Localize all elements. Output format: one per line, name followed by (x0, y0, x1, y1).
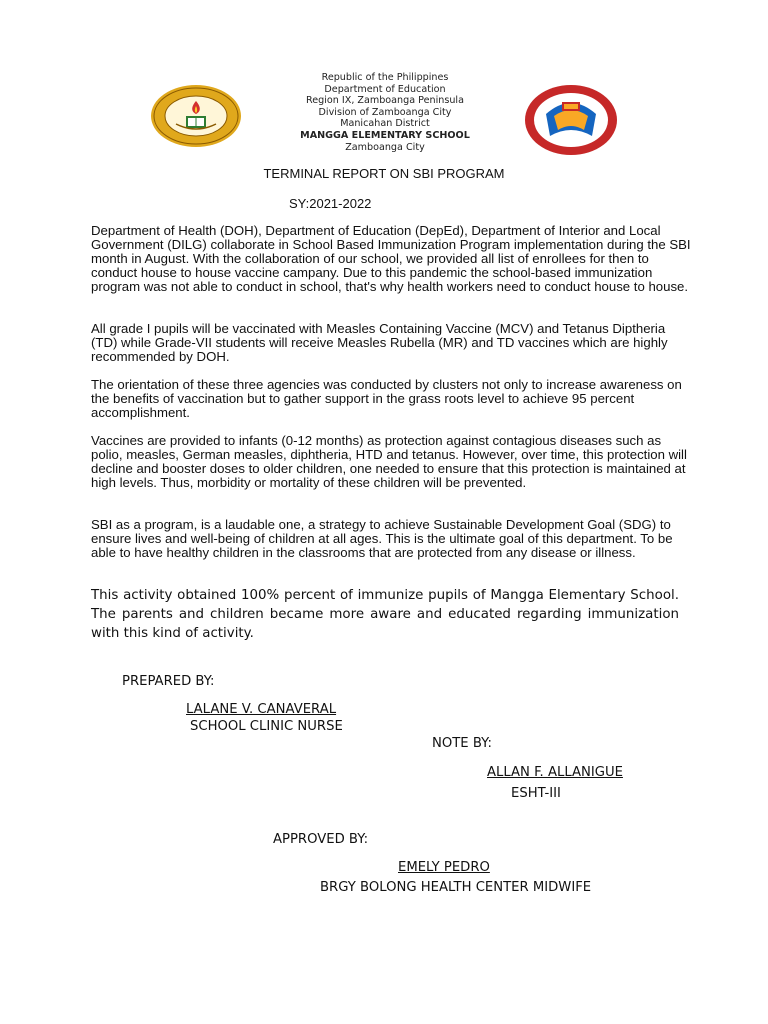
noted-by-name: ALLAN F. ALLANIGUE (487, 765, 623, 780)
paragraph: All grade I pupils will be vaccinated with Measles Containing Vaccine (MCV) and Tetanus Diptheria (TD) while Grade-VII students will receive Measles Rubella (MR) and TD vaccines which are highly recommended by DOH. (91, 321, 668, 364)
conclusion-paragraph: This activity obtained 100% percent of immunize pupils of Mangga Elementary School. The parents and children became more aware and educated regarding immunization with this kind of activity. (91, 588, 679, 641)
header-line: Region IX, Zamboanga Peninsula (306, 95, 464, 107)
paragraph: SBI as a program, is a laudable one, a strategy to achieve Sustainable Development Goal (SDG) to ensure lives and well-being of children at all ages. This is the ultimate goal of this department. To be able to have healthy children in the classrooms that are protected from any disease or illness. (91, 517, 673, 560)
noted-by-title: ESHT-III (511, 786, 561, 801)
letterhead (250, 72, 520, 153)
school-year: SY:2021-2022 (289, 196, 372, 211)
header-line: Manicahan District (340, 118, 430, 130)
paragraph: Vaccines are provided to infants (0-12 months) as protection against contagious diseases such as polio, measles, German measles, diphtheria, HTD and tetanus. However, over time, this protection will decline and booster doses to older children, one needed to ensure that this protection is maintained at high levels. Thus, morbidity or mortality of these children will be prevented. (91, 433, 687, 490)
prepared-by-title: SCHOOL CLINIC NURSE (190, 719, 343, 734)
header-line: Republic of the Philippines (321, 72, 449, 83)
paragraph: The orientation of these three agencies was conducted by clusters not only to increase awareness on the benefits of vaccination but to gather support in the grass roots level to achieve 95 percent accomplishment. (91, 377, 682, 420)
approved-by-label: APPROVED BY: (273, 832, 369, 847)
header-line: Department of Education (324, 83, 446, 95)
header-city: Zamboanga City (345, 141, 425, 153)
paragraph: Department of Health (DOH), Department of Education (DepEd), Department of Interior and Local Government (DILG) collaborate in School Based Immunization Program implementation during the SBI month in August. With the collaboration of our school, we provided all list of enrollees for then to conduct house to house vaccine campany. Due to this pandemic the school-based immunization program was not able to conduct in school, that's why health workers need to conduct house to house. (91, 223, 691, 294)
prepared-by-label: PREPARED BY: (122, 674, 215, 689)
prepared-by-name: LALANE V. CANAVERAL (186, 702, 337, 717)
approved-by-title: BRGY BOLONG HEALTH CENTER MIDWIFE (320, 880, 592, 895)
school-name: MANGGA ELEMENTARY SCHOOL (300, 129, 470, 141)
header-line: Division of Zamboanga City (318, 106, 452, 118)
document-title: TERMINAL REPORT ON SBI PROGRAM (263, 166, 505, 181)
approved-by-name: EMELY PEDRO (398, 860, 490, 875)
deped-seal-logo (524, 84, 618, 156)
school-seal-logo (150, 84, 242, 148)
noted-by-label: NOTE BY: (432, 736, 492, 751)
